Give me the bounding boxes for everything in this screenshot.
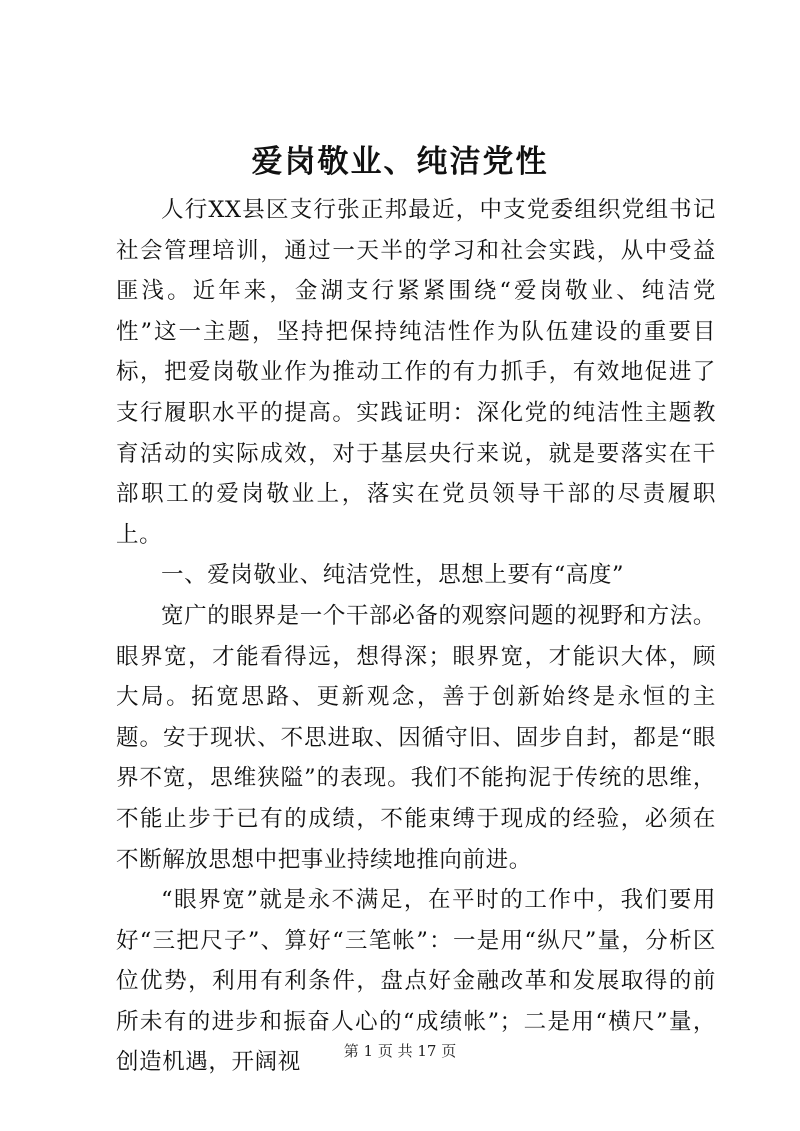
document-title: 爱岗敬业、纯洁党性 — [251, 144, 549, 180]
paragraph-intro: 人行XX县区支行张正邦最近，中支党委组织党组书记社会管理培训，通过一天半的学习和社会实践，从中受益匪浅。近年来，金湖支行紧紧围绕“爱岗敬业、纯洁党性”这一主题，坚持把保持纯洁性作为队伍建设的重要目标，把爱岗敬业作为推动工作的有力抓手，有效地促进了支行履职水平的提高。实践证明：深化党的纯洁性主题教育活动的实际成效，对于基层央行来说，就是要落实在干部职工的爱岗敬业上，落实在党员领导干部的尽责履职上。 — [116, 197, 716, 548]
document-body — [116, 190, 716, 1083]
page-number-footer: 第 1 页 共 17 页 — [343, 1042, 457, 1060]
paragraph-three-rulers: “眼界宽”就是永不满足，在平时的工作中，我们要用好“三把尺子”、算好“三笔帐”：一是用“纵尺”量，分析区位优势，利用有利条件，盘点好金融改革和发展取得的前所未有的进步和振奋人心的“成绩帐”；二是用“横尺”量，创造机遇，开阔视 — [116, 887, 716, 1076]
section-heading-1: 一、爱岗敬业、纯洁党性，思想上要有“高度” — [161, 562, 625, 589]
paragraph-vision: 宽广的眼界是一个干部必备的观察问题的视野和方法。眼界宽，才能看得远，想得深；眼界宽，才能识大体，顾大局。拓宽思路、更新观念，善于创新始终是永恒的主题。安于现状、不思进取、因循守旧、固步自封，都是“眼界不宽，思维狭隘”的表现。我们不能拘泥于传统的思维，不能止步于已有的成绩，不能束缚于现成的经验，必须在不断解放思想中把事业持续地推向前进。 — [116, 602, 716, 873]
